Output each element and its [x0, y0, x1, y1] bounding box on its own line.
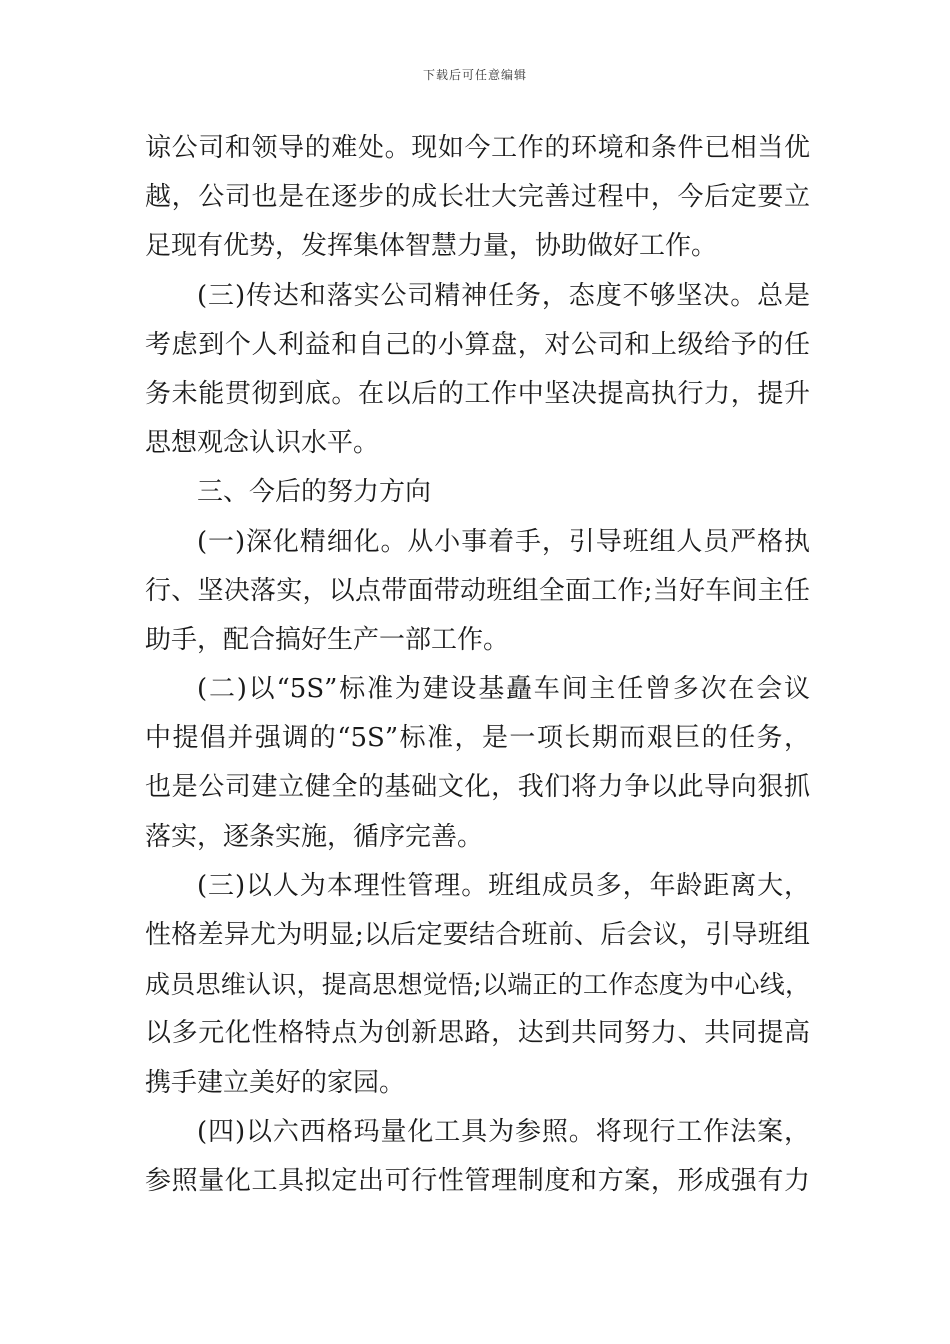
paragraph-start-line: (二)以“5S”标准为建设基矗车间主任曾多次在会议: [197, 674, 810, 705]
document-body: [145, 124, 810, 1206]
text-line: 中提倡并强调的“5S”标准，是一项长期而艰巨的任务，: [145, 723, 810, 754]
paragraph-start-line: (三)传达和落实公司精神任务，态度不够坚决。总是: [197, 280, 810, 311]
paragraph-start-line: (四)以六西格玛量化工具为参照。将现行工作法案，: [197, 1116, 810, 1147]
text-line: 越，公司也是在逐步的成长壮大完善过程中，今后定要立: [145, 182, 810, 213]
text-line: 落实，逐条实施，循序完善。: [145, 821, 484, 852]
text-line: 务未能贯彻到底。在以后的工作中坚决提高执行力，提升: [145, 378, 810, 409]
text-line: 思想观念认识水平。: [145, 428, 380, 459]
text-line: 也是公司建立健全的基础文化，我们将力争以此导向狠抓: [145, 772, 810, 803]
text-line: 性格差异尤为明显;以后定要结合班前、后会议，引导班组: [145, 920, 810, 950]
text-line: 谅公司和领导的难处。现如今工作的环境和条件已相当优: [145, 133, 810, 163]
text-line: 参照量化工具拟定出可行性管理制度和方案，形成强有力: [145, 1165, 810, 1196]
section-heading: 三、今后的努力方向: [197, 477, 432, 508]
text-line: 以多元化性格特点为创新思路，达到共同努力、共同提高: [145, 1018, 810, 1049]
text-line: 成员思维认识，提高思想觉悟;以端正的工作态度为中心线，: [145, 970, 810, 1000]
page-header: 下载后可任意编辑: [422, 68, 527, 82]
text-line: 携手建立美好的家园。: [145, 1067, 406, 1098]
text-line: 考虑到个人利益和自己的小算盘，对公司和上级给予的任: [145, 329, 810, 360]
paragraph-start-line: (一)深化精细化。从小事着手，引导班组人员严格执: [197, 526, 810, 557]
text-line: 足现有优势，发挥集体智慧力量，协助做好工作。: [145, 231, 718, 262]
paragraph-start-line: (三)以人为本理性管理。班组成员多，年龄距离大，: [197, 870, 810, 901]
text-line: 行、坚决落实，以点带面带动班组全面工作;当好车间主任: [145, 575, 810, 606]
text-line: 助手，配合搞好生产一部工作。: [145, 624, 510, 655]
